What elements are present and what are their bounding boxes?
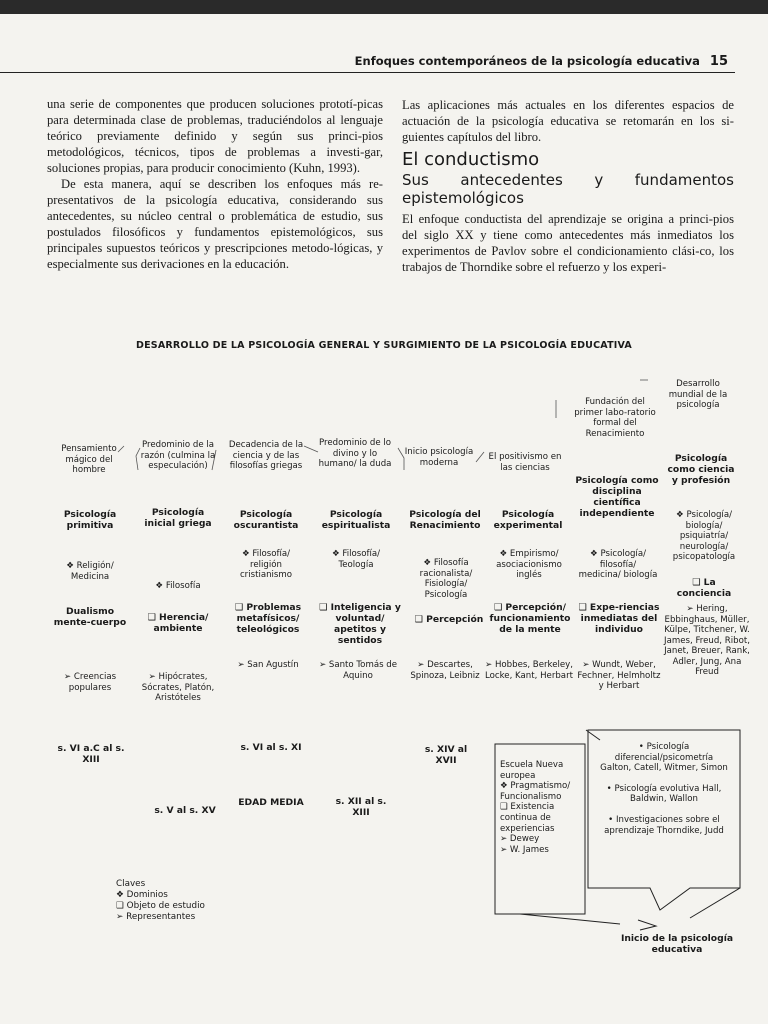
col6-domains: ❖ Empirismo/ asociacionismo inglés — [496, 549, 562, 580]
psicologia-box — [600, 742, 728, 836]
col3-reps: ➢ San Agustín — [237, 660, 299, 670]
left-paragraph-2: De esta manera, aquí se describen los enfoques más re-presentativos de la psicología educativa, considerando sus antecedentes, su núcleo central o problemática de estudio, sus postulados filosóficos y fundamentos epistemológicos, sus principales supuestos teóricos y prescripciones metodo-lógicas, y especialmente sus derivaciones en la educación. — [47, 177, 383, 271]
col4-reps: ➢ Santo Tomás de Aquino — [318, 660, 398, 681]
escuela-item-2: ❑ Existencia continua de experiencias — [500, 802, 555, 834]
col5-era: s. XIV al XVII — [424, 744, 468, 766]
right-intro: Las aplicaciones más actuales en los diferentes espacios de actuación de la psicología educativa se retomarán en los si-guientes capítulos del libro. — [402, 98, 734, 144]
col2-name: Psicología inicial griega — [144, 507, 212, 529]
col2-reps: ➢ Hipócrates, Sócrates, Platón, Aristóteles — [141, 672, 215, 703]
left-paragraph-1: una serie de componentes que producen soluciones prototí-picas para determinada clase de problemas, traduciéndolos al lenguaje teórico previamente definido y según sus princi-pios metodológicos, técnicos, tipos de problemas a investi-gar, soluciones propias, para producir conocimiento (Kuhn, 1993). — [47, 97, 383, 175]
legend-domains: ❖ Dominios — [116, 890, 168, 900]
escuela-nueva-box — [500, 760, 584, 855]
col7-reps: ➢ Wundt, Weber, Fechner, Helmholtz y Herbart — [577, 660, 661, 691]
col3-context: Decadencia de la ciencia y de las filosofías griegas — [228, 440, 304, 471]
col7-object: ❑ Expe-riencias inmediatas del individuo — [578, 602, 660, 635]
col8-name: Psicología como ciencia y profesión — [667, 453, 735, 486]
col4-name: Psicología espiritualista — [321, 509, 391, 531]
outcome-label: Inicio de la psicología educativa — [620, 933, 734, 955]
psico-item-1: • Psicología diferencial/psicometría Galton, Catell, Witmer, Simon — [600, 742, 728, 774]
col7-name: Psicología como disciplina científica independiente — [575, 475, 659, 519]
col4-domains: ❖ Filosofía/ Teología — [331, 549, 381, 570]
col4-object: ❑ Inteligencia y voluntad/ apetitos y sentidos — [319, 602, 401, 646]
running-title: Enfoques contemporáneos de la psicología educativa — [354, 54, 700, 68]
col3-era-label: EDAD MEDIA — [238, 797, 304, 808]
col2-context: Predominio de la razón (culmina la especulación) — [140, 440, 216, 471]
col2-era: s. V al s. XV — [154, 805, 216, 816]
escuela-item-3: ➢ Dewey — [500, 834, 540, 845]
col5-context: Inicio psicología moderna — [404, 447, 474, 468]
col6-name: Psicología experimental — [493, 509, 563, 531]
legend-title: Claves — [116, 879, 146, 889]
page-number: 15 — [709, 54, 728, 69]
col2-object: ❑ Herencia/ ambiente — [147, 612, 209, 634]
col1-name: Psicología primitiva — [63, 509, 117, 531]
legend-object: ❑ Objeto de estudio — [116, 901, 205, 911]
col6-context: El positivismo en las ciencias — [488, 452, 562, 473]
col6-object: ❑ Percepción/ funcionamiento de la mente — [489, 602, 571, 635]
col3-object: ❑ Problemas metafísicos/ teleológicos — [234, 602, 302, 635]
psico-item-3: • Investigaciones sobre el aprendizaje Thorndike, Judd — [604, 814, 724, 836]
right-paragraph: El enfoque conductista del aprendizaje se origina a princi-pios del siglo XX y tiene como antecedentes más inmediatos los experimentos de Pavlov sobre el condicionamiento clási-co, los trabajos de Thorndike sobre el refuerzo y los experi- — [402, 212, 734, 274]
col5-name: Psicología del Renacimiento — [409, 509, 481, 531]
col3-era: s. VI al s. XI — [240, 742, 302, 753]
legend — [116, 879, 246, 923]
col1-context: Pensamiento mágico del hombre — [61, 444, 117, 475]
col8-domains: ❖ Psicología/ biología/ psiquiatría/ neurología/ psicopatología — [672, 510, 736, 562]
col8-reps: ➢ Hering, Ebbinghaus, Müller, Külpe, Titchener, W. James, Freud, Ribot, Janet, Breuer, Rank, Adler, Jung, Ana Freud — [664, 604, 750, 677]
col2-domains: ❖ Filosofía — [155, 581, 201, 591]
escuela-title: Escuela Nueva europea — [500, 760, 564, 781]
col5-object: ❑ Percepción — [414, 614, 484, 625]
col7-context: Fundación del primer labo-ratorio formal del Renacimiento — [574, 397, 656, 439]
legend-reps: ➢ Representantes — [116, 912, 196, 922]
col4-era: s. XII al s. XIII — [335, 796, 387, 818]
col8-context: Desarrollo mundial de la psicología — [668, 379, 728, 410]
psico-item-2: • Psicología evolutiva Hall, Baldwin, Wallon — [606, 783, 722, 805]
col3-domains: ❖ Filosofía/ religión cristianismo — [239, 549, 293, 580]
col1-domains: ❖ Religión/ Medicina — [66, 561, 114, 582]
section-heading: El conductismo — [402, 149, 540, 170]
col5-domains: ❖ Filosofía racionalista/ Fisiología/ Psicología — [419, 558, 473, 600]
escuela-item-4: ➢ W. James — [500, 844, 549, 855]
col1-reps: ➢ Creencias populares — [63, 672, 117, 693]
col8-object: ❑ La conciencia — [676, 577, 732, 599]
col4-context: Predominio de lo divino y lo humano/ la duda — [318, 438, 392, 469]
diagram-title: DESARROLLO DE LA PSICOLOGÍA GENERAL Y SURGIMIENTO DE LA PSICOLOGÍA EDUCATIVA — [136, 340, 632, 351]
col6-reps: ➢ Hobbes, Berkeley, Locke, Kant, Herbart — [485, 660, 573, 681]
col7-domains: ❖ Psicología/ filosofía/ medicina/ biología — [578, 549, 658, 580]
section-subheading: Sus antecedentes y fundamentos epistemológicos — [402, 171, 734, 207]
col3-name: Psicología oscurantista — [233, 509, 299, 531]
escuela-item-1: ❖ Pragmatismo/ Funcionalismo — [500, 781, 571, 802]
col1-object: Dualismo mente-cuerpo — [53, 606, 127, 628]
col5-reps: ➢ Descartes, Spinoza, Leibniz — [410, 660, 480, 681]
col1-era: s. VI a.C al s. XIII — [57, 743, 125, 765]
